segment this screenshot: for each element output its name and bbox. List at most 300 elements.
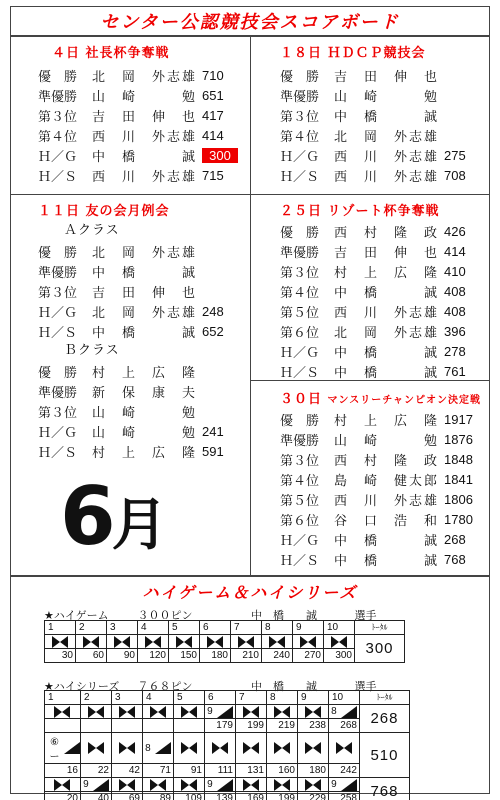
frame-score xyxy=(142,719,173,733)
section-4th xyxy=(38,42,238,185)
result-row xyxy=(38,301,238,321)
frame-score: 22 xyxy=(80,764,111,778)
result-list xyxy=(280,409,484,569)
score-row xyxy=(45,764,410,778)
player-name: 西 川 外志雄 xyxy=(92,169,198,185)
frame-score: 219 xyxy=(266,719,297,733)
frame-score xyxy=(111,719,142,733)
result-row xyxy=(38,241,238,261)
rank-label: 第４位 xyxy=(38,129,78,145)
pin-count: 9 xyxy=(207,706,213,717)
result-row xyxy=(280,429,484,449)
player-name: 谷 口 浩 和 xyxy=(334,513,440,529)
frame-score: 120 xyxy=(138,649,169,663)
result-list xyxy=(38,241,238,341)
rank-label: 第４位 xyxy=(280,129,320,145)
frame-mark xyxy=(169,635,200,649)
frame-number: 7 xyxy=(231,621,262,635)
pin-count: 8 xyxy=(145,742,151,754)
strike-icon xyxy=(243,706,259,718)
strike-icon xyxy=(88,742,104,754)
player-name: 中 橋 誠 xyxy=(334,553,440,569)
hg-suffix: 選手 xyxy=(354,609,377,622)
game-total: 300 xyxy=(355,635,405,663)
frame-number: 5 xyxy=(169,621,200,635)
frame-mark xyxy=(45,635,76,649)
frame-score: 179 xyxy=(204,719,235,733)
section-subtitle: マンスリーチャンピオン決定戦 xyxy=(327,395,481,406)
result-row xyxy=(280,65,480,85)
rank-label: 準優勝 xyxy=(280,245,320,261)
frame-score: 16 xyxy=(45,764,81,778)
frame-mark xyxy=(231,635,262,649)
class-b-label: Ｂクラス xyxy=(64,343,120,358)
frame-mark xyxy=(297,733,328,764)
frame-mark xyxy=(45,705,81,719)
strike-icon xyxy=(181,779,197,791)
result-row xyxy=(280,549,484,569)
player-score: 651 xyxy=(202,87,224,103)
result-row xyxy=(38,321,238,341)
result-row xyxy=(280,85,480,105)
frame-mark xyxy=(80,733,111,764)
result-list xyxy=(38,361,238,461)
section-title: ４日 社長杯争奪戦 xyxy=(52,46,170,61)
player-name: 新 保 康 夫 xyxy=(92,385,198,401)
frame-number: 1 xyxy=(45,621,76,635)
result-row xyxy=(280,529,484,549)
frame-score: 210 xyxy=(231,649,262,663)
score-row xyxy=(45,792,410,800)
section-30th xyxy=(280,388,484,569)
divider xyxy=(250,194,490,195)
high-series-sheet xyxy=(44,690,410,800)
frame-score: 111 xyxy=(204,764,235,778)
player-name: 山 崎 勉 xyxy=(92,89,198,105)
rank-label: 優 勝 xyxy=(280,69,320,85)
section-title xyxy=(280,388,484,407)
rank-label: 準優勝 xyxy=(280,433,320,449)
player-score: 408 xyxy=(444,283,466,299)
frame-score: 229 xyxy=(297,792,328,800)
strike-icon xyxy=(150,779,166,791)
strike-icon xyxy=(212,742,228,754)
player-score: 300 xyxy=(202,148,238,163)
rank-label: 第４位 xyxy=(280,473,320,489)
player-name: 西 村 隆 政 xyxy=(334,225,440,241)
mark-row xyxy=(45,705,410,719)
hg-label: ★ハイゲーム xyxy=(44,609,109,622)
strike-icon xyxy=(305,779,321,791)
player-name: 中 橋 誠 xyxy=(334,365,440,381)
player-name: 中 橋 誠 xyxy=(334,345,440,361)
frame-score: 30 xyxy=(45,649,76,663)
frame-mark xyxy=(200,635,231,649)
result-row xyxy=(280,165,480,185)
rank-label: 第４位 xyxy=(280,285,320,301)
section-11th xyxy=(38,200,238,461)
result-row xyxy=(38,85,238,105)
player-name: 西 川 外志雄 xyxy=(334,305,440,321)
frame-score: 180 xyxy=(200,649,231,663)
frame-score: 42 xyxy=(111,764,142,778)
section-title-date: ３０日 xyxy=(280,392,323,407)
spare-icon xyxy=(341,706,357,718)
player-score: 248 xyxy=(202,303,224,319)
spare-icon xyxy=(155,742,171,754)
hs-name: 中 橋 誠 xyxy=(251,680,317,693)
result-row xyxy=(280,261,480,281)
frame-score: 40 xyxy=(80,792,111,800)
player-name: 中 橋 誠 xyxy=(334,109,440,125)
result-row xyxy=(38,65,238,85)
frame-number: 5 xyxy=(173,691,204,705)
player-score: 426 xyxy=(444,223,466,239)
player-name: 島 崎 健太郎 xyxy=(334,473,440,489)
rank-label: Ｈ／Ｓ xyxy=(280,169,320,185)
total-header: ﾄｰﾀﾙ xyxy=(355,621,405,635)
frame-mark xyxy=(142,705,173,719)
strike-icon xyxy=(207,636,223,648)
frame-score: 91 xyxy=(173,764,204,778)
player-score: 710 xyxy=(202,67,224,83)
strike-icon xyxy=(176,636,192,648)
hg-name: 中 橋 誠 xyxy=(251,609,317,622)
frame-score: 20 xyxy=(45,792,81,800)
player-name: 吉 田 伸 也 xyxy=(92,285,198,301)
player-name: 村 上 広 隆 xyxy=(92,365,198,381)
strike-icon xyxy=(269,636,285,648)
result-row xyxy=(38,165,238,185)
result-row xyxy=(280,301,480,321)
frame-mark xyxy=(328,733,359,764)
month-label xyxy=(60,470,164,563)
player-score: 417 xyxy=(202,107,224,123)
frame-mark xyxy=(173,778,204,792)
strike-icon xyxy=(238,636,254,648)
frame-score: 240 xyxy=(262,649,293,663)
frame-score: 71 xyxy=(142,764,173,778)
score-sheet xyxy=(44,620,405,663)
player-name: 吉 田 伸 也 xyxy=(92,109,198,125)
strike-icon xyxy=(274,706,290,718)
result-list xyxy=(38,65,238,185)
result-row xyxy=(280,281,480,301)
player-name: 北 岡 外志雄 xyxy=(334,325,440,341)
player-name: 北 岡 外志雄 xyxy=(92,305,198,321)
strike-icon xyxy=(119,779,135,791)
player-name: 中 橋 誠 xyxy=(92,149,198,165)
frame-mark xyxy=(266,778,297,792)
strike-icon xyxy=(52,636,68,648)
rank-label: 準優勝 xyxy=(38,385,78,401)
frame-mark xyxy=(293,635,324,649)
frame-number: 10 xyxy=(324,621,355,635)
result-row xyxy=(38,281,238,301)
strike-icon xyxy=(54,779,70,791)
spare-icon xyxy=(64,742,80,754)
class-a-label: Ａクラス xyxy=(64,223,120,238)
rank-label: 第３位 xyxy=(280,453,320,469)
frame-score: 169 xyxy=(235,792,266,800)
frame-mark xyxy=(111,778,142,792)
player-score: 408 xyxy=(444,303,466,319)
frame-score: 300 xyxy=(324,649,355,663)
spare-icon xyxy=(341,779,357,791)
rank-label: 第３位 xyxy=(38,285,78,301)
rank-label: 第５位 xyxy=(280,493,320,509)
frame-mark xyxy=(80,705,111,719)
result-row xyxy=(38,105,238,125)
rank-label: 第３位 xyxy=(38,405,78,421)
strike-icon xyxy=(119,706,135,718)
player-name: 西 川 外志雄 xyxy=(92,129,198,145)
rank-label: Ｈ／Ｓ xyxy=(280,365,320,381)
player-name: 山 崎 勉 xyxy=(92,405,198,421)
hs-suffix: 選手 xyxy=(354,680,377,693)
rank-label: 準優勝 xyxy=(280,89,320,105)
frame-score: 199 xyxy=(235,719,266,733)
result-row xyxy=(280,321,480,341)
strike-icon xyxy=(274,779,290,791)
result-row xyxy=(280,241,480,261)
strike-icon xyxy=(305,706,321,718)
frame-mark xyxy=(328,705,359,719)
player-name: 村 上 広 隆 xyxy=(334,413,440,429)
result-row xyxy=(280,509,484,529)
total-header: ﾄｰﾀﾙ xyxy=(359,691,409,705)
player-score: 761 xyxy=(444,363,466,379)
frame-number: 1 xyxy=(45,691,81,705)
frame-mark xyxy=(107,635,138,649)
player-name: 山 崎 勉 xyxy=(334,433,440,449)
result-row xyxy=(280,105,480,125)
strike-icon xyxy=(145,636,161,648)
frame-score: 238 xyxy=(297,719,328,733)
result-row xyxy=(280,361,480,381)
strike-icon xyxy=(336,742,352,754)
frame-number: 9 xyxy=(293,621,324,635)
frame-header-row xyxy=(45,691,410,705)
player-score: 414 xyxy=(444,243,466,259)
rank-label: Ｈ／Ｇ xyxy=(38,425,78,441)
rank-label: 第３位 xyxy=(38,109,78,125)
strike-icon xyxy=(88,706,104,718)
result-row xyxy=(38,145,238,165)
rank-label: Ｈ／Ｇ xyxy=(280,533,320,549)
frame-score: 69 xyxy=(111,792,142,800)
hs-label: ★ハイシリーズ xyxy=(44,680,120,693)
frame-header-row xyxy=(45,621,405,635)
strike-icon xyxy=(83,636,99,648)
rank-label: 優 勝 xyxy=(280,225,320,241)
player-score: 278 xyxy=(444,343,466,359)
player-name: 吉 田 伸 也 xyxy=(334,69,440,85)
player-name: 吉 田 伸 也 xyxy=(334,245,440,261)
frame-score: 150 xyxy=(169,649,200,663)
score-row xyxy=(45,649,405,663)
frame-score: 60 xyxy=(76,649,107,663)
strike-icon xyxy=(300,636,316,648)
pin-count: 9 xyxy=(83,779,89,790)
month-number: 6 xyxy=(60,470,112,563)
rank-label: 第５位 xyxy=(280,305,320,321)
pin-count: 9 xyxy=(331,779,337,790)
result-row xyxy=(280,145,480,165)
frame-score: 199 xyxy=(266,792,297,800)
frame-score: 131 xyxy=(235,764,266,778)
player-score: 708 xyxy=(444,167,466,183)
frame-mark xyxy=(297,778,328,792)
frame-score xyxy=(45,719,81,733)
result-row xyxy=(38,261,238,281)
section-title: １８日 ＨＤＣＰ競技会 xyxy=(280,46,426,61)
player-score: 1848 xyxy=(444,451,473,467)
strike-icon xyxy=(119,742,135,754)
hg-pins: ３００ピン xyxy=(137,609,193,622)
result-row xyxy=(280,409,484,429)
frame-mark xyxy=(80,778,111,792)
player-score: 768 xyxy=(444,551,466,567)
rank-label: 優 勝 xyxy=(38,245,78,261)
result-row xyxy=(38,381,238,401)
player-name: 中 橋 誠 xyxy=(334,533,440,549)
player-score: 396 xyxy=(444,323,466,339)
frame-mark xyxy=(204,778,235,792)
player-name: 北 岡 外志雄 xyxy=(334,129,440,145)
player-name: 中 橋 誠 xyxy=(92,325,198,341)
high-game-sheet xyxy=(44,620,405,663)
frame-mark xyxy=(235,778,266,792)
frame-score xyxy=(173,719,204,733)
player-score: 652 xyxy=(202,323,224,339)
rank-label: Ｈ／Ｓ xyxy=(38,445,78,461)
frame-number: 8 xyxy=(262,621,293,635)
spare-icon xyxy=(93,779,109,791)
result-row xyxy=(280,125,480,145)
frame-score: 160 xyxy=(266,764,297,778)
strike-icon xyxy=(243,742,259,754)
frame-mark xyxy=(235,733,266,764)
frame-mark xyxy=(111,705,142,719)
spare-icon xyxy=(217,706,233,718)
frame-mark xyxy=(173,733,204,764)
divider xyxy=(250,36,251,576)
frame-score: 270 xyxy=(293,649,324,663)
mark-row xyxy=(45,778,410,792)
frame-score: 109 xyxy=(173,792,204,800)
pin-count: 9 xyxy=(207,779,213,790)
frame-number: 2 xyxy=(80,691,111,705)
spare-icon xyxy=(217,779,233,791)
frame-number: 6 xyxy=(204,691,235,705)
player-name: 北 岡 外志雄 xyxy=(92,69,198,85)
rank-label: 第６位 xyxy=(280,513,320,529)
rank-label: Ｈ／Ｓ xyxy=(38,325,78,341)
page-title: センター公認競技会スコアボード xyxy=(100,12,400,33)
result-row xyxy=(38,125,238,145)
strike-icon xyxy=(331,636,347,648)
strike-icon xyxy=(305,742,321,754)
frame-number: 4 xyxy=(142,691,173,705)
frame-mark xyxy=(76,635,107,649)
game-total: 268 xyxy=(359,705,409,733)
rank-label: Ｈ／Ｇ xyxy=(280,345,320,361)
rank-label: 第６位 xyxy=(280,325,320,341)
rank-label: 準優勝 xyxy=(38,89,78,105)
frame-number: 6 xyxy=(200,621,231,635)
player-name: 西 川 外志雄 xyxy=(334,169,440,185)
strike-icon xyxy=(150,706,166,718)
frame-mark xyxy=(262,635,293,649)
frame-mark xyxy=(45,733,81,764)
frame-score: 268 xyxy=(328,719,359,733)
frame-score: 139 xyxy=(204,792,235,800)
frame-number: 3 xyxy=(107,621,138,635)
frame-score: 90 xyxy=(107,649,138,663)
player-score: 241 xyxy=(202,423,224,439)
result-row xyxy=(38,401,238,421)
frame-number: 7 xyxy=(235,691,266,705)
score-row xyxy=(45,719,410,733)
player-name: 村 上 広 隆 xyxy=(92,445,198,461)
frame-score: 89 xyxy=(142,792,173,800)
high-game-title: ハイゲーム＆ハイシリーズ xyxy=(142,583,358,602)
mark-row xyxy=(45,635,405,649)
strike-icon xyxy=(54,706,70,718)
rank-label: Ｈ／Ｓ xyxy=(38,169,78,185)
frame-mark xyxy=(142,778,173,792)
frame-number: 10 xyxy=(328,691,359,705)
frame-mark xyxy=(45,778,81,792)
player-score: 1917 xyxy=(444,411,473,427)
player-name: 山 崎 勉 xyxy=(92,425,198,441)
result-list xyxy=(280,65,480,185)
pin-count: ⑥ ー xyxy=(49,737,69,763)
result-list xyxy=(280,221,480,381)
result-row xyxy=(280,449,484,469)
result-row xyxy=(38,361,238,381)
frame-mark xyxy=(138,635,169,649)
frame-score: 242 xyxy=(328,764,359,778)
frame-number: 9 xyxy=(297,691,328,705)
frame-score: 258 xyxy=(328,792,359,800)
frame-number: 4 xyxy=(138,621,169,635)
player-name: 北 岡 外志雄 xyxy=(92,245,198,261)
frame-number: 8 xyxy=(266,691,297,705)
rank-label: Ｈ／Ｇ xyxy=(280,149,320,165)
section-title: １１日 友の会月例会 xyxy=(38,204,170,219)
strike-icon xyxy=(274,742,290,754)
rank-label: 優 勝 xyxy=(280,413,320,429)
game-total: 510 xyxy=(359,733,409,778)
month-unit: 月 xyxy=(111,493,164,558)
strike-icon xyxy=(181,706,197,718)
player-name: 西 村 隆 政 xyxy=(334,453,440,469)
strike-icon xyxy=(181,742,197,754)
frame-mark xyxy=(324,635,355,649)
result-row xyxy=(280,469,484,489)
player-score: 410 xyxy=(444,263,466,279)
score-sheet xyxy=(44,690,410,800)
result-row xyxy=(280,221,480,241)
section-18th xyxy=(280,42,480,185)
result-row xyxy=(280,341,480,361)
frame-number: 3 xyxy=(111,691,142,705)
player-name: 村 上 広 隆 xyxy=(334,265,440,281)
rank-label: 第３位 xyxy=(280,265,320,281)
frame-number: 2 xyxy=(76,621,107,635)
